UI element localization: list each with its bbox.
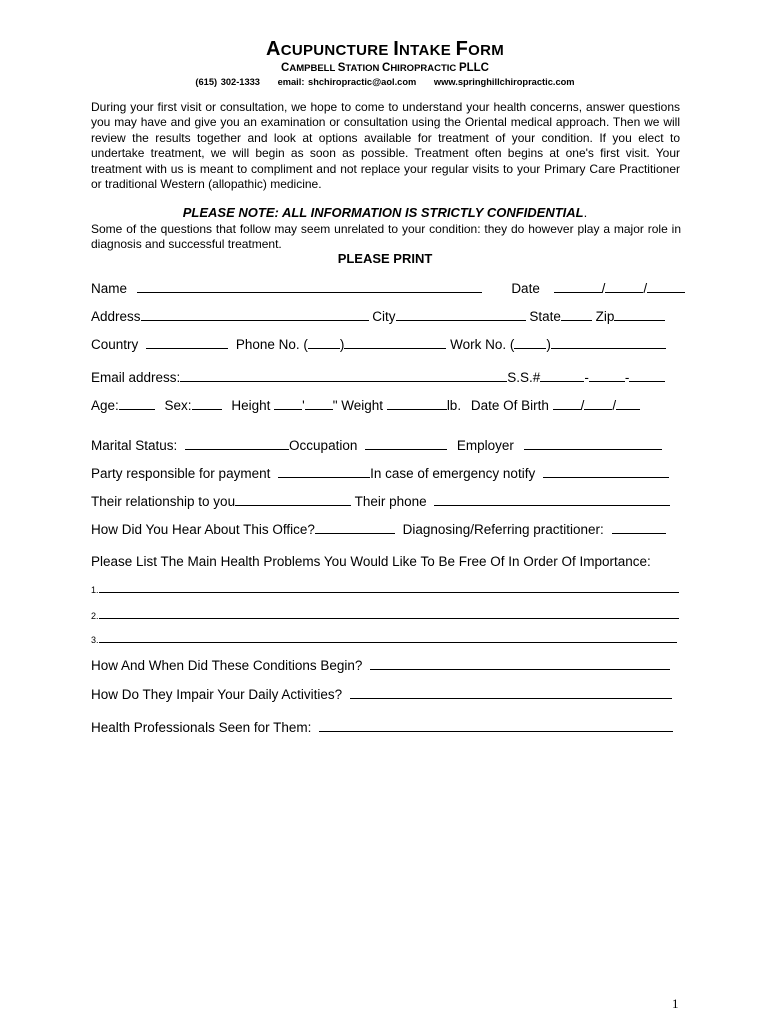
work-number-field[interactable] bbox=[551, 335, 666, 349]
problem-3-row: 3. bbox=[91, 632, 677, 645]
referring-field[interactable] bbox=[612, 520, 666, 534]
relationship-label: Their relationship to you bbox=[91, 494, 236, 509]
emergency-field[interactable] bbox=[543, 464, 669, 478]
dob-day-field[interactable] bbox=[584, 396, 612, 410]
occupation-field[interactable] bbox=[365, 436, 447, 450]
begin-field[interactable] bbox=[370, 656, 670, 670]
phone-label: Phone No. ( bbox=[235, 337, 308, 352]
their-phone-label: Their phone bbox=[354, 494, 427, 509]
email-label: Email address: bbox=[91, 370, 181, 385]
page-number: 1 bbox=[672, 996, 679, 1011]
date-month-field[interactable] bbox=[554, 279, 602, 293]
dob-month-field[interactable] bbox=[553, 396, 581, 410]
problem-2-field[interactable] bbox=[99, 608, 679, 619]
sex-field[interactable] bbox=[192, 396, 222, 410]
form-title: ACUPUNCTURE INTAKE FORM bbox=[265, 38, 505, 60]
please-print-heading: PLEASE PRINT bbox=[337, 251, 433, 266]
date-year-field[interactable] bbox=[647, 279, 685, 293]
country-field[interactable] bbox=[146, 335, 228, 349]
problem-1-row: 1. bbox=[91, 582, 679, 595]
address-row bbox=[91, 307, 665, 324]
city-field[interactable] bbox=[396, 307, 526, 321]
height-label: Height bbox=[231, 398, 271, 413]
age-label: Age: bbox=[91, 398, 119, 413]
clinic-name: CAMPBELL STATION CHIROPRACTIC PLLC bbox=[281, 62, 489, 74]
emergency-label: In case of emergency notify bbox=[370, 466, 536, 481]
work-area-field[interactable] bbox=[514, 335, 546, 349]
their-phone-field[interactable] bbox=[434, 492, 670, 506]
professionals-row bbox=[91, 718, 673, 735]
zip-field[interactable] bbox=[614, 307, 665, 321]
date-day-field[interactable] bbox=[605, 279, 643, 293]
relationship-row bbox=[91, 492, 670, 509]
date-label: Date bbox=[511, 281, 540, 296]
impair-field[interactable] bbox=[350, 685, 672, 699]
marital-field[interactable] bbox=[185, 436, 289, 450]
problem-2-row: 2. bbox=[91, 608, 679, 621]
address-field[interactable] bbox=[141, 307, 369, 321]
name-field[interactable] bbox=[137, 279, 482, 293]
clinic-website: www.springhillchiropractic.com bbox=[433, 77, 575, 87]
referring-label: Diagnosing/Referring practitioner: bbox=[402, 522, 604, 537]
begin-row bbox=[91, 656, 670, 673]
email-field[interactable] bbox=[180, 368, 507, 382]
clinic-contact bbox=[0, 77, 770, 87]
zip-label: Zip bbox=[595, 309, 615, 324]
intro-paragraph: During your first visit or consultation, we hope to come to understand your health concerns, answer questions you may have and give you an examination or consultation using the Oriental medical approach. Then we will review the results together and look at options available for treatment of your condition. If you elect to undertake treatment, we will begin as soon as possible. Treatment often begins at one's first visit. Your treatment with us is meant to compliment and not replace your regular visits to your Primary Care Practitioner or traditional Western (allopathic) medicine. bbox=[91, 100, 680, 192]
state-field[interactable] bbox=[561, 307, 592, 321]
country-label: Country bbox=[91, 337, 139, 352]
ss-part3-field[interactable] bbox=[629, 368, 665, 382]
ss-label: S.S.# bbox=[507, 370, 541, 385]
age-field[interactable] bbox=[119, 396, 155, 410]
payment-row bbox=[91, 464, 669, 481]
confidential-note: PLEASE NOTE: ALL INFORMATION IS STRICTLY CONFIDENTIAL. bbox=[182, 205, 588, 220]
referral-row bbox=[91, 520, 666, 537]
ss-part1-field[interactable] bbox=[540, 368, 584, 382]
dob-label: Date Of Birth bbox=[470, 398, 549, 413]
impair-label: How Do They Impair Your Daily Activities? bbox=[91, 687, 343, 702]
height-feet-field[interactable] bbox=[274, 396, 302, 410]
clinic-phone: (615) 302-1333 bbox=[195, 77, 260, 87]
state-label: State bbox=[529, 309, 561, 324]
phone-number-field[interactable] bbox=[344, 335, 446, 349]
problem-3-field[interactable] bbox=[99, 632, 677, 643]
party-field[interactable] bbox=[278, 464, 370, 478]
phone-area-field[interactable] bbox=[308, 335, 340, 349]
problems-heading: Please List The Main Health Problems You Would Like To Be Free Of In Order Of Importance: bbox=[91, 554, 651, 569]
hear-label: How Did You Hear About This Office? bbox=[91, 522, 315, 537]
sex-label: Sex: bbox=[164, 398, 192, 413]
height-inches-field[interactable] bbox=[305, 396, 333, 410]
personal-row: Age: Sex: Height ' " Weight lb. Date Of Birth / / bbox=[91, 396, 640, 413]
note-description: Some of the questions that follow may seem unrelated to your condition: they do however play a major role in diagnosis and successful treatment. bbox=[91, 222, 681, 251]
ss-part2-field[interactable] bbox=[589, 368, 625, 382]
phone-row: Country Phone No. ( ) Work No. ( ) bbox=[91, 335, 666, 352]
relationship-field[interactable] bbox=[235, 492, 351, 506]
name-row: Name Date / / bbox=[91, 279, 685, 296]
marital-label: Marital Status: bbox=[91, 438, 178, 453]
email-row: Email address: S.S.# - - bbox=[91, 368, 665, 385]
professionals-field[interactable] bbox=[319, 718, 673, 732]
weight-field[interactable] bbox=[387, 396, 447, 410]
problem-1-field[interactable] bbox=[99, 582, 679, 593]
begin-label: How And When Did These Conditions Begin? bbox=[91, 658, 363, 673]
occupation-label: Occupation bbox=[289, 438, 358, 453]
city-label: City bbox=[372, 309, 396, 324]
hear-field[interactable] bbox=[315, 520, 395, 534]
work-label: Work No. ( bbox=[450, 337, 515, 352]
professionals-label: Health Professionals Seen for Them: bbox=[91, 720, 312, 735]
name-label: Name bbox=[91, 281, 128, 296]
impair-row bbox=[91, 685, 672, 702]
dob-year-field[interactable] bbox=[616, 396, 640, 410]
weight-label: Weight bbox=[341, 398, 384, 413]
address-label: Address bbox=[91, 309, 141, 324]
employer-field[interactable] bbox=[524, 436, 662, 450]
party-label: Party responsible for payment bbox=[91, 466, 271, 481]
employer-label: Employer bbox=[456, 438, 514, 453]
clinic-email: email: shchiropractic@aol.com bbox=[277, 77, 417, 87]
marital-row bbox=[91, 436, 662, 453]
